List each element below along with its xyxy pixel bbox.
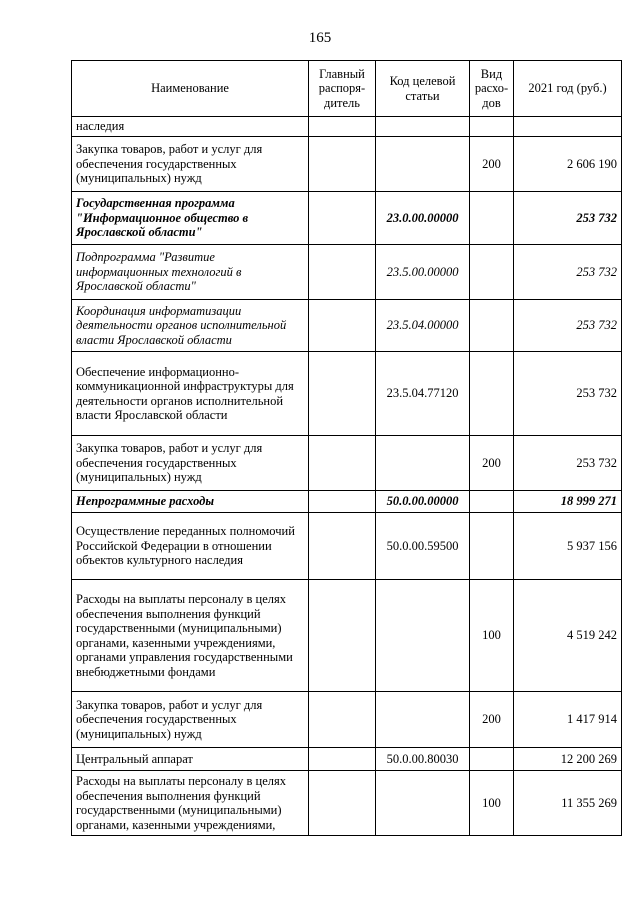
row-admin-cell bbox=[309, 692, 376, 748]
row-admin-cell bbox=[309, 771, 376, 836]
row-code-cell: 23.5.04.00000 bbox=[376, 300, 470, 352]
row-admin-cell bbox=[309, 137, 376, 192]
row-amount-cell: 18 999 271 bbox=[514, 491, 622, 513]
row-kind-cell: 100 bbox=[470, 771, 514, 836]
row-code-cell: 23.0.00.00000 bbox=[376, 192, 470, 245]
row-amount-cell: 5 937 156 bbox=[514, 513, 622, 580]
table-row bbox=[72, 192, 622, 245]
row-kind-cell: 200 bbox=[470, 692, 514, 748]
row-code-cell bbox=[376, 692, 470, 748]
table-row bbox=[72, 300, 622, 352]
row-code-cell: 23.5.00.00000 bbox=[376, 245, 470, 300]
row-name-cell: Закупка товаров, работ и услуг для обеспечения государственных (муниципальных) нужд bbox=[72, 436, 309, 491]
header-code: Код целевой статьи bbox=[376, 61, 470, 117]
row-name-cell: Закупка товаров, работ и услуг для обеспечения государственных (муниципальных) нужд bbox=[72, 137, 309, 192]
row-amount-cell bbox=[514, 117, 622, 137]
row-admin-cell bbox=[309, 300, 376, 352]
row-amount-cell: 253 732 bbox=[514, 352, 622, 436]
row-name-cell: Обеспечение информационно-коммуникационной инфраструктуры для деятельности органов исполнительной власти Ярославской области bbox=[72, 352, 309, 436]
row-kind-cell: 200 bbox=[470, 137, 514, 192]
row-name-cell: Непрограммные расходы bbox=[72, 491, 309, 513]
table-row bbox=[72, 692, 622, 748]
row-amount-cell: 253 732 bbox=[514, 436, 622, 491]
row-kind-cell: 100 bbox=[470, 580, 514, 692]
header-kind: Вид расхо-дов bbox=[470, 61, 514, 117]
table-row bbox=[72, 436, 622, 491]
row-name-cell: Закупка товаров, работ и услуг для обеспечения государственных (муниципальных) нужд bbox=[72, 692, 309, 748]
row-name-cell: Расходы на выплаты персоналу в целях обеспечения выполнения функций государственными (муниципальными) органами, казенными учреждениями, органами управления государственными внебюджетными фондами bbox=[72, 580, 309, 692]
row-code-cell: 50.0.00.59500 bbox=[376, 513, 470, 580]
row-name-cell: Расходы на выплаты персоналу в целях обеспечения выполнения функций государственными (муниципальными) органами, казенными учреждениями, bbox=[72, 771, 309, 836]
table-row bbox=[72, 491, 622, 513]
row-name-cell: Центральный аппарат bbox=[72, 748, 309, 771]
table-header-row bbox=[72, 61, 622, 117]
row-name-cell: Координация информатизации деятельности органов исполнительной власти Ярославской области bbox=[72, 300, 309, 352]
table-row bbox=[72, 513, 622, 580]
row-admin-cell bbox=[309, 192, 376, 245]
header-amount: 2021 год (руб.) bbox=[514, 61, 622, 117]
row-amount-cell: 4 519 242 bbox=[514, 580, 622, 692]
row-kind-cell bbox=[470, 513, 514, 580]
row-amount-cell: 253 732 bbox=[514, 300, 622, 352]
row-admin-cell bbox=[309, 245, 376, 300]
row-kind-cell bbox=[470, 491, 514, 513]
row-amount-cell: 1 417 914 bbox=[514, 692, 622, 748]
row-admin-cell bbox=[309, 117, 376, 137]
row-kind-cell bbox=[470, 192, 514, 245]
row-name-cell: Государственная программа "Информационное общество в Ярославской области" bbox=[72, 192, 309, 245]
header-admin: Главный распоря-дитель bbox=[309, 61, 376, 117]
table-row bbox=[72, 137, 622, 192]
row-amount-cell: 253 732 bbox=[514, 245, 622, 300]
row-admin-cell bbox=[309, 748, 376, 771]
row-code-cell: 50.0.00.80030 bbox=[376, 748, 470, 771]
row-kind-cell: 200 bbox=[470, 436, 514, 491]
row-name-cell: Подпрограмма "Развитие информационных технологий в Ярославской области" bbox=[72, 245, 309, 300]
row-name-cell: наследия bbox=[72, 117, 309, 137]
table-row bbox=[72, 245, 622, 300]
table-row bbox=[72, 352, 622, 436]
row-amount-cell: 12 200 269 bbox=[514, 748, 622, 771]
row-kind-cell bbox=[470, 352, 514, 436]
table-body bbox=[72, 117, 622, 836]
budget-table bbox=[71, 60, 622, 836]
row-code-cell bbox=[376, 117, 470, 137]
row-code-cell: 23.5.04.77120 bbox=[376, 352, 470, 436]
row-kind-cell bbox=[470, 117, 514, 137]
row-code-cell bbox=[376, 771, 470, 836]
row-code-cell bbox=[376, 436, 470, 491]
row-admin-cell bbox=[309, 352, 376, 436]
row-kind-cell bbox=[470, 245, 514, 300]
page-number: 165 bbox=[308, 30, 332, 46]
row-kind-cell bbox=[470, 748, 514, 771]
table-row bbox=[72, 117, 622, 137]
row-code-cell: 50.0.00.00000 bbox=[376, 491, 470, 513]
table-row bbox=[72, 580, 622, 692]
row-code-cell bbox=[376, 580, 470, 692]
row-amount-cell: 11 355 269 bbox=[514, 771, 622, 836]
row-admin-cell bbox=[309, 513, 376, 580]
row-name-cell: Осуществление переданных полномочий Российской Федерации в отношении объектов культурного наследия bbox=[72, 513, 309, 580]
table-row bbox=[72, 748, 622, 771]
header-name: Наименование bbox=[72, 61, 309, 117]
row-amount-cell: 253 732 bbox=[514, 192, 622, 245]
row-admin-cell bbox=[309, 436, 376, 491]
row-code-cell bbox=[376, 137, 470, 192]
row-kind-cell bbox=[470, 300, 514, 352]
row-admin-cell bbox=[309, 491, 376, 513]
row-admin-cell bbox=[309, 580, 376, 692]
table-row bbox=[72, 771, 622, 836]
row-amount-cell: 2 606 190 bbox=[514, 137, 622, 192]
